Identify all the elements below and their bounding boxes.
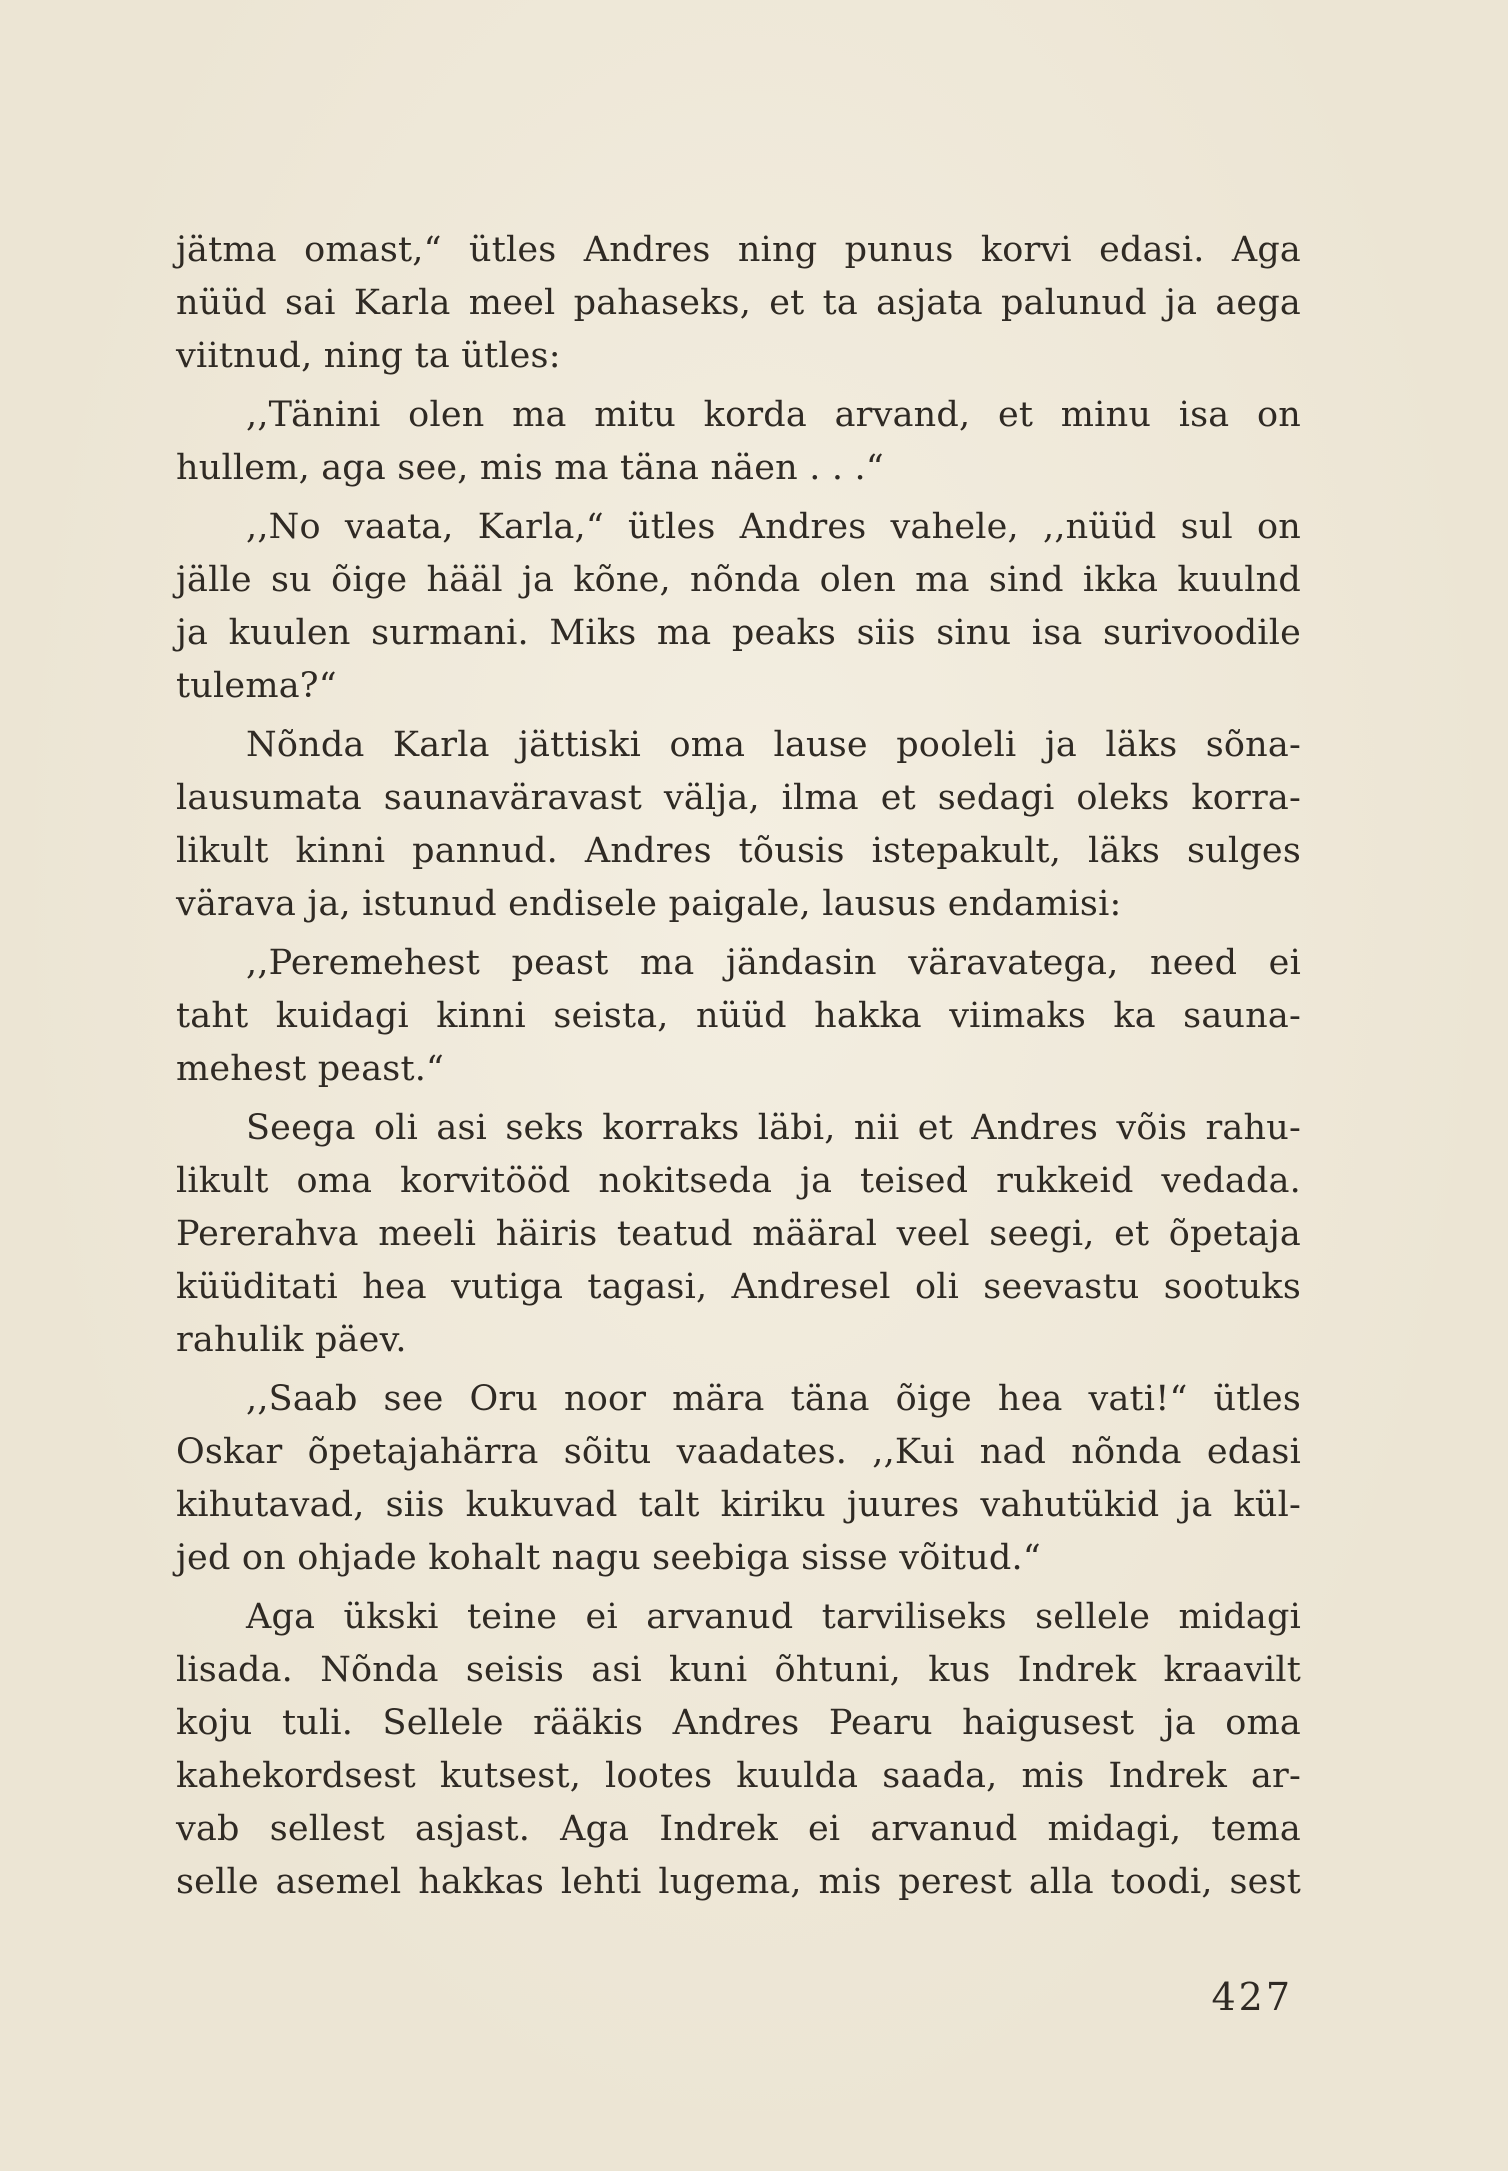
text-line: ,,Peremehest peast ma jändasin väravatega, need ei (246, 943, 1301, 983)
text-line: lausumata saunaväravast välja, ilma et sedagi oleks korra- (176, 778, 1301, 818)
text-line: kihutavad, siis kukuvad talt kiriku juures vahutükid ja kül- (176, 1485, 1301, 1525)
text-line: värava ja, istunud endisele paigale, lausus endamisi: (176, 884, 1122, 924)
text-line: likult oma korvitööd nokitseda ja teised rukkeid vedada. (176, 1161, 1301, 1201)
text-line: ja kuulen surmani. Miks ma peaks siis sinu isa surivoodile (176, 613, 1301, 653)
text-line: mehest peast.“ (176, 1049, 445, 1089)
text-line: Seega oli asi seks korraks läbi, nii et Andres võis rahu- (246, 1108, 1301, 1148)
text-line: Nõnda Karla jättiski oma lause pooleli ja läks sõna- (246, 725, 1301, 765)
text-line: Oskar õpetajahärra sõitu vaadates. ,,Kui nad nõnda edasi (176, 1432, 1301, 1472)
text-line: jälle su õige hääl ja kõne, nõnda olen ma sind ikka kuulnd (176, 560, 1301, 600)
text-line: kahekordsest kutsest, lootes kuulda saada, mis Indrek ar- (176, 1756, 1301, 1796)
text-line: tulema?“ (176, 666, 337, 706)
text-line: jed on ohjade kohalt nagu seebiga sisse võitud.“ (176, 1538, 1041, 1578)
text-line: rahulik päev. (176, 1320, 407, 1360)
text-line: selle asemel hakkas lehti lugema, mis perest alla toodi, sest (176, 1862, 1301, 1902)
text-line: ,,Saab see Oru noor mära täna õige hea vati!“ ütles (246, 1379, 1301, 1419)
text-line: küüditati hea vutiga tagasi, Andresel oli seevastu sootuks (176, 1267, 1301, 1307)
text-line: lisada. Nõnda seisis asi kuni õhtuni, kus Indrek kraavilt (176, 1650, 1301, 1690)
text-line: viitnud, ning ta ütles: (176, 336, 561, 376)
text-line: jätma omast,“ ütles Andres ning punus korvi edasi. Aga (176, 230, 1301, 270)
text-line: vab sellest asjast. Aga Indrek ei arvanud midagi, tema (176, 1809, 1301, 1849)
text-line: ,,No vaata, Karla,“ ütles Andres vahele, ,,nüüd sul on (246, 507, 1301, 547)
text-line: koju tuli. Sellele rääkis Andres Pearu haigusest ja oma (176, 1703, 1301, 1743)
page-number: 427 (1211, 1975, 1293, 2019)
text-line: taht kuidagi kinni seista, nüüd hakka viimaks ka sauna- (176, 996, 1301, 1036)
text-line: likult kinni pannud. Andres tõusis istepakult, läks sulges (176, 831, 1301, 871)
text-line: Aga ükski teine ei arvanud tarviliseks sellele midagi (246, 1597, 1301, 1637)
text-line: Pererahva meeli häiris teatud määral veel seegi, et õpetaja (176, 1214, 1301, 1254)
body-text (176, 224, 1301, 1909)
text-line: hullem, aga see, mis ma täna näen . . .“ (176, 448, 884, 488)
text-line: ,,Tänini olen ma mitu korda arvand, et minu isa on (246, 395, 1301, 435)
text-line: nüüd sai Karla meel pahaseks, et ta asjata palunud ja aega (176, 283, 1301, 323)
